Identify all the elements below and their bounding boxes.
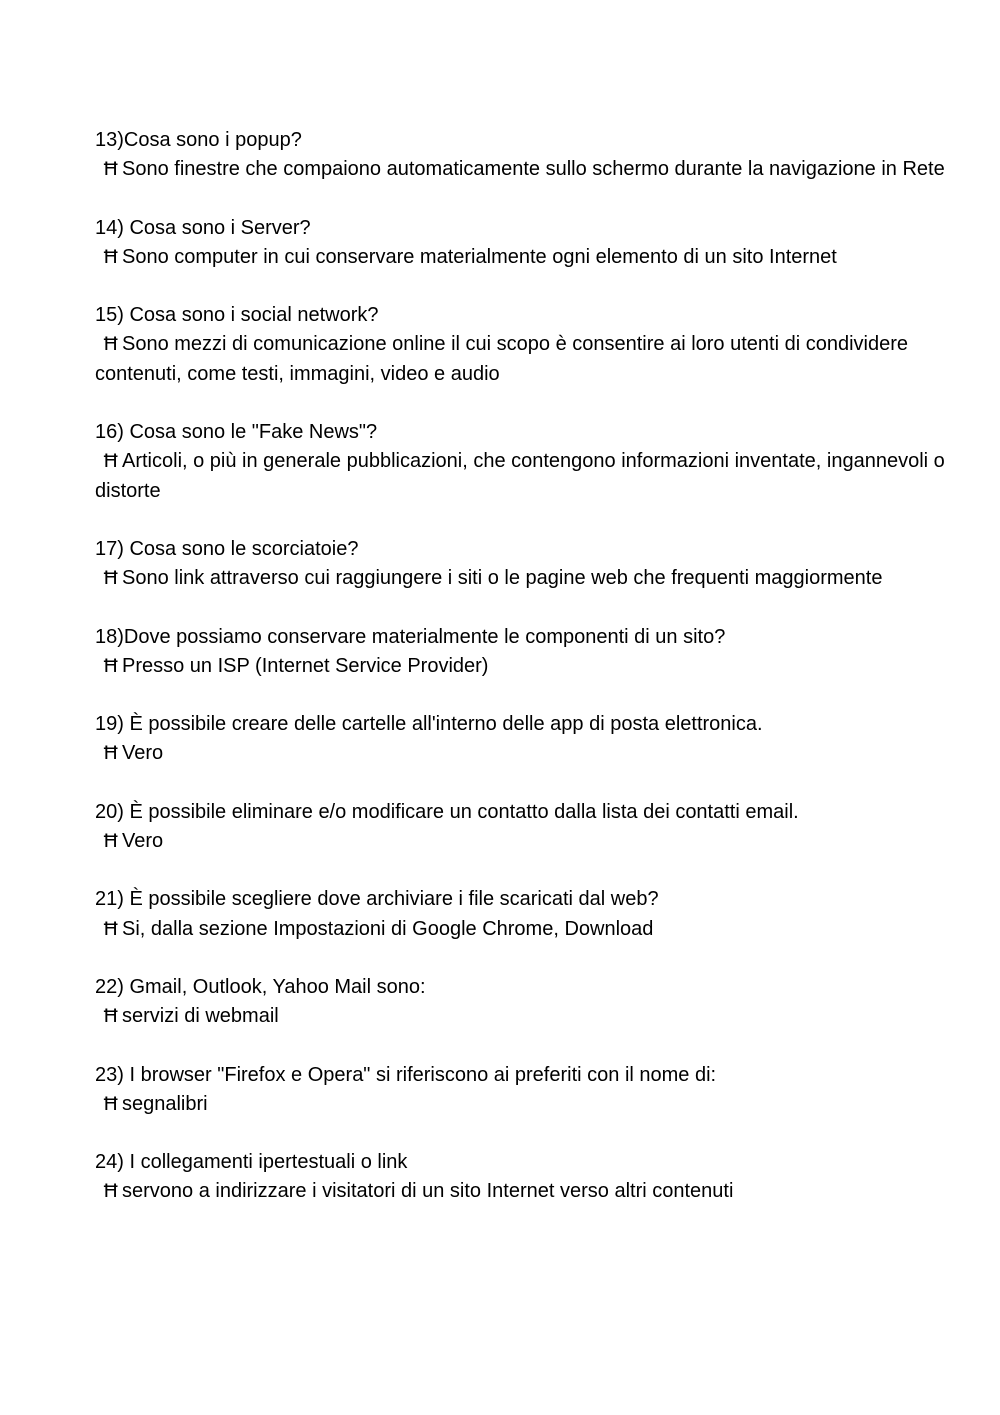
answer-line	[95, 564, 955, 593]
answer-text: segnalibri	[122, 1092, 208, 1115]
answer-line	[95, 1002, 955, 1031]
bullet-glyph-icon: Ħ	[102, 245, 120, 268]
answer-line	[95, 330, 955, 389]
qa-item-17	[95, 535, 955, 594]
answer-text: servono a indirizzare i visitatori di un sito Internet verso altri contenuti	[122, 1180, 734, 1203]
answer-line	[95, 243, 955, 272]
bullet-glyph-icon: Ħ	[102, 1005, 120, 1028]
qa-item-14	[95, 214, 955, 273]
bullet-glyph-icon: Ħ	[102, 450, 120, 473]
answer-text: Sono finestre che compaiono automaticamente sullo schermo durante la navigazione in Rete	[122, 158, 945, 181]
answer-text: Sono mezzi di comunicazione online il cui scopo è consentire ai loro utenti di condividere contenuti, come testi, immagini, video e audio	[95, 333, 908, 385]
answer-text: servizi di webmail	[122, 1005, 279, 1028]
question-text: 16) Cosa sono le "Fake News"?	[95, 421, 378, 444]
answer-line	[95, 827, 955, 856]
question-text: 20) È possibile eliminare e/o modificare un contatto dalla lista dei contatti email.	[95, 800, 799, 823]
qa-item-20	[95, 798, 955, 857]
answer-line	[95, 155, 955, 184]
answer-text: Sono computer in cui conservare materialmente ogni elemento di un sito Internet	[122, 245, 837, 268]
bullet-glyph-icon: Ħ	[102, 158, 120, 181]
question-text: 19) È possibile creare delle cartelle all'interno delle app di posta elettronica.	[95, 713, 763, 736]
qa-item-16	[95, 418, 955, 506]
answer-text: Si, dalla sezione Impostazioni di Google Chrome, Download	[122, 917, 654, 940]
question-text: 23) I browser "Firefox e Opera" si riferiscono ai preferiti con il nome di:	[95, 1063, 717, 1086]
answer-text: Articoli, o più in generale pubblicazioni, che contengono informazioni inventate, ingannevoli o distorte	[95, 450, 945, 502]
question-text: 14) Cosa sono i Server?	[95, 216, 311, 239]
question-text: 17) Cosa sono le scorciatoie?	[95, 537, 359, 560]
bullet-glyph-icon: Ħ	[102, 830, 120, 853]
answer-text: Vero	[122, 830, 164, 853]
bullet-glyph-icon: Ħ	[102, 1180, 120, 1203]
qa-item-18	[95, 623, 955, 682]
question-text: 18)Dove possiamo conservare materialmente le componenti di un sito?	[95, 625, 726, 648]
answer-line	[95, 1177, 955, 1206]
answer-text: Vero	[122, 742, 164, 765]
answer-line	[95, 1090, 955, 1119]
bullet-glyph-icon: Ħ	[102, 742, 120, 765]
bullet-glyph-icon: Ħ	[102, 1092, 120, 1115]
qa-item-13	[95, 126, 955, 185]
qa-item-15	[95, 301, 955, 389]
bullet-glyph-icon: Ħ	[102, 654, 120, 677]
answer-text: Sono link attraverso cui raggiungere i siti o le pagine web che frequenti maggiormente	[122, 567, 883, 590]
answer-line	[95, 652, 955, 681]
document-page	[95, 126, 955, 1236]
bullet-glyph-icon: Ħ	[102, 333, 120, 356]
question-text: 22) Gmail, Outlook, Yahoo Mail sono:	[95, 975, 426, 998]
bullet-glyph-icon: Ħ	[102, 917, 120, 940]
qa-item-22	[95, 973, 955, 1032]
question-text: 24) I collegamenti ipertestuali o link	[95, 1151, 408, 1174]
qa-item-23	[95, 1061, 955, 1120]
question-text: 13)Cosa sono i popup?	[95, 129, 302, 151]
qa-item-21	[95, 885, 955, 944]
answer-line	[95, 915, 955, 944]
answer-line	[95, 447, 955, 506]
bullet-glyph-icon: Ħ	[102, 567, 120, 590]
answer-line	[95, 739, 955, 768]
qa-item-19	[95, 710, 955, 769]
question-text: 15) Cosa sono i social network?	[95, 304, 379, 327]
qa-item-24	[95, 1148, 955, 1207]
question-text: 21) È possibile scegliere dove archiviare i file scaricati dal web?	[95, 888, 659, 911]
answer-text: Presso un ISP (Internet Service Provider)	[122, 654, 489, 677]
